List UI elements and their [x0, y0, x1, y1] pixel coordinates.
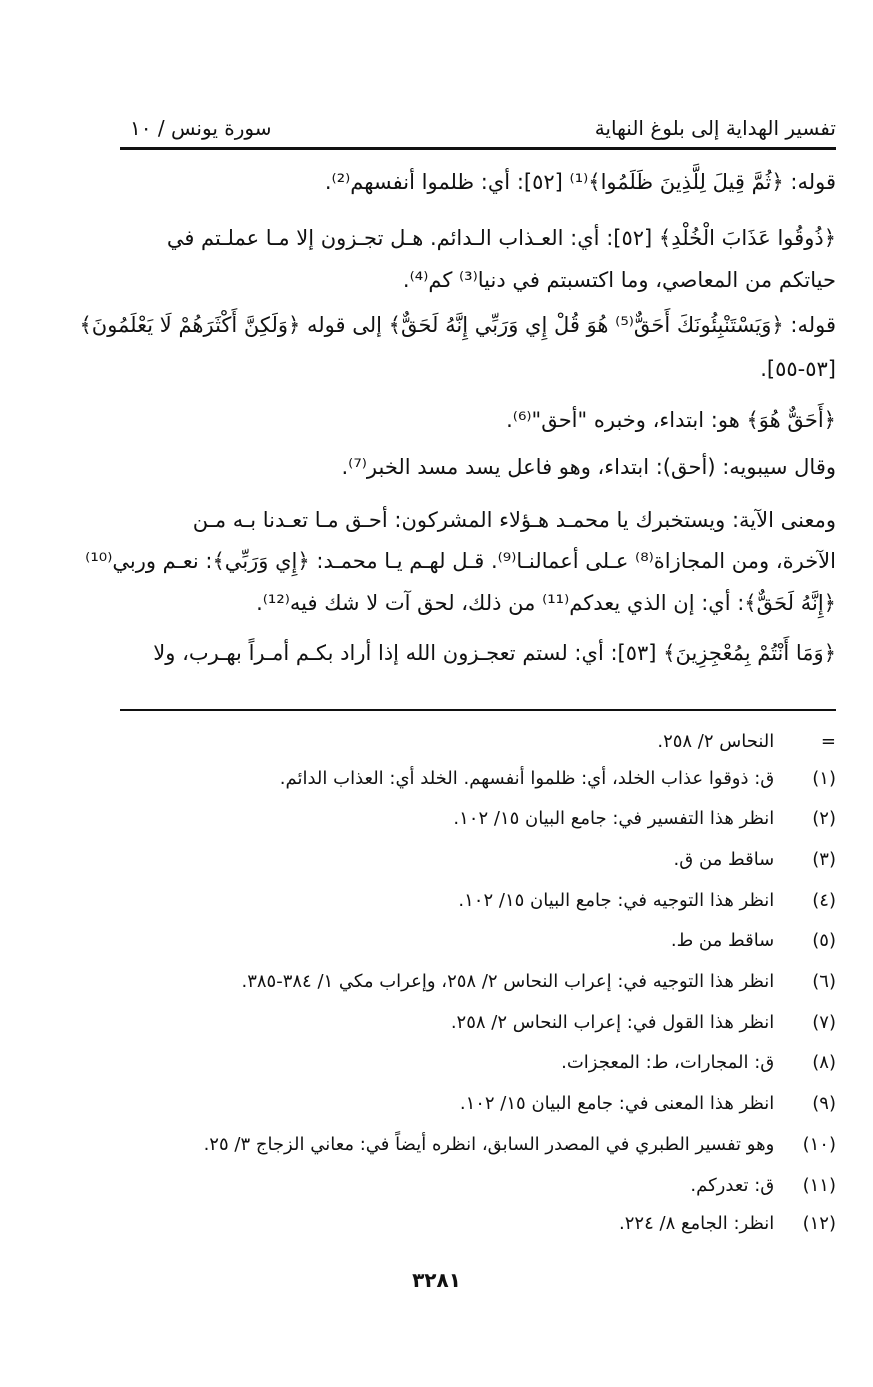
- footnote: [120, 808, 836, 829]
- footnote-text: انظر هذا التوجيه في: جامع البيان ١٥/ ١٠٢.: [458, 890, 775, 911]
- footnote-divider: [120, 709, 836, 711]
- body-line: قوله: ﴿وَيَسْتَنْبِئُونَكَ أَحَقٌّ⁽⁵⁾ هُوَ قُلْ إِي وَرَبِّي إِنَّهُ لَحَقٌّ﴾ إلى قوله ﴿وَلَكِنَّ أَكْثَرَهُمْ لَا يَعْلَمُونَ﴾: [79, 313, 836, 337]
- footnote-number: (١٢): [802, 1213, 836, 1234]
- running-header: [120, 108, 836, 148]
- body-line: قوله: ﴿ثُمَّ قِيلَ لِلَّذِينَ ظَلَمُوا﴾⁽¹⁾ [٥٢]: أي: ظلموا أنفسهم⁽²⁾.: [324, 170, 836, 194]
- footnote-number: (٥): [812, 930, 836, 951]
- footnote-text: ساقط من ط.: [670, 930, 775, 951]
- footnote: [120, 890, 836, 911]
- footnote-number: (٩): [812, 1093, 836, 1114]
- footnote: [120, 1012, 836, 1033]
- body-line: الآخرة، ومن المجازاة⁽⁸⁾ عـلى أعمالنـا⁽⁹⁾. قـل لهـم يـا محمـد: ﴿إِي وَرَبِّي﴾: نعـم وربي⁽¹⁰⁾: [85, 549, 836, 573]
- footnote-number: (٣): [812, 849, 836, 870]
- footnote: [120, 731, 836, 752]
- body-line: ومعنى الآية: ويستخبرك يا محمـد هـؤلاء المشركون: أحـق مـا تعـدنا بـه مـن: [192, 508, 836, 532]
- footnote-text: النحاس ٢/ ٢٥٨.: [657, 731, 775, 752]
- footnote-text: انظر هذا المعنى في: جامع البيان ١٥/ ١٠٢.: [459, 1093, 775, 1114]
- footnote: [120, 849, 836, 870]
- footnote: [120, 971, 836, 992]
- footnote: [120, 930, 836, 951]
- footnote: [120, 1213, 836, 1234]
- footnote-number: (١١): [802, 1175, 836, 1196]
- body-line: ﴿أَحَقٌّ هُوَ﴾ هو: ابتداء، وخبره "أحق"⁽⁶⁾.: [506, 408, 836, 432]
- footnote-number: (١٠): [802, 1134, 836, 1155]
- body-line: ﴿ذُوقُوا عَذَابَ الْخُلْدِ﴾ [٥٢]: أي: العـذاب الـدائم. هـل تجـزون إلا مـا عملـتم في: [166, 226, 836, 250]
- footnote-text: انظر هذا التفسير في: جامع البيان ١٥/ ١٠٢.: [453, 808, 775, 829]
- footnote: [120, 1093, 836, 1114]
- footnote-text: ساقط من ق.: [673, 849, 775, 870]
- footnote-text: وهو تفسير الطبري في المصدر السابق، انظره أيضاً في: معاني الزجاج ٣/ ٢٥.: [203, 1134, 775, 1155]
- footnote-text: انظر هذا القول في: إعراب النحاس ٢/ ٢٥٨.: [450, 1012, 775, 1033]
- body-line: [٥٣-٥٥].: [760, 357, 836, 381]
- footnote-text: ق: تعدركم.: [690, 1175, 775, 1196]
- body-line: وقال سيبويه: (أحق): ابتداء، وهو فاعل يسد مسد الخبر⁽⁷⁾.: [341, 455, 836, 479]
- footnote: [120, 768, 836, 789]
- page-number: ٣٢٨١: [412, 1268, 461, 1292]
- footnote-text: ق: ذوقوا عذاب الخلد، أي: ظلموا أنفسهم. الخلد أي: العذاب الدائم.: [279, 768, 775, 789]
- header-divider: [120, 147, 836, 150]
- body-line: ﴿إِنَّهُ لَحَقٌّ﴾: أي: إن الذي يعدكم⁽¹¹⁾ من ذلك، لحق آت لا شك فيه⁽¹²⁾.: [256, 591, 836, 615]
- footnote: [120, 1175, 836, 1196]
- footnote-number: (٧): [812, 1012, 836, 1033]
- footnote-text: انظر: الجامع ٨/ ٢٢٤.: [619, 1213, 775, 1234]
- body-line: ﴿وَمَا أَنْتُمْ بِمُعْجِزِينَ﴾ [٥٣]: أي: لستم تعجـزون الله إذا أراد بكـم أمـراً بهـرب، ولا: [153, 641, 836, 665]
- footnote-number: (٤): [812, 890, 836, 911]
- book-title: تفسير الهداية إلى بلوغ النهاية: [594, 116, 836, 140]
- footnote-text: انظر هذا التوجيه في: إعراب النحاس ٢/ ٢٥٨، وإعراب مكي ١/ ٣٨٤-٣٨٥.: [241, 971, 775, 992]
- footnote-number: (١): [812, 768, 836, 789]
- footnote-number: (٦): [812, 971, 836, 992]
- footnote-number: (٨): [812, 1052, 836, 1073]
- footnote: [120, 1052, 836, 1073]
- footnote-text: ق: المجارات، ط: المعجزات.: [561, 1052, 775, 1073]
- body-line: حياتكم من المعاصي، وما اكتسبتم في دنيا⁽³⁾ كم⁽⁴⁾.: [402, 268, 836, 292]
- surah-label: سورة يونس / ١٠: [130, 116, 272, 140]
- footnote: [120, 1134, 836, 1155]
- footnote-number: (٢): [812, 808, 836, 829]
- footnote-number: =: [820, 731, 836, 752]
